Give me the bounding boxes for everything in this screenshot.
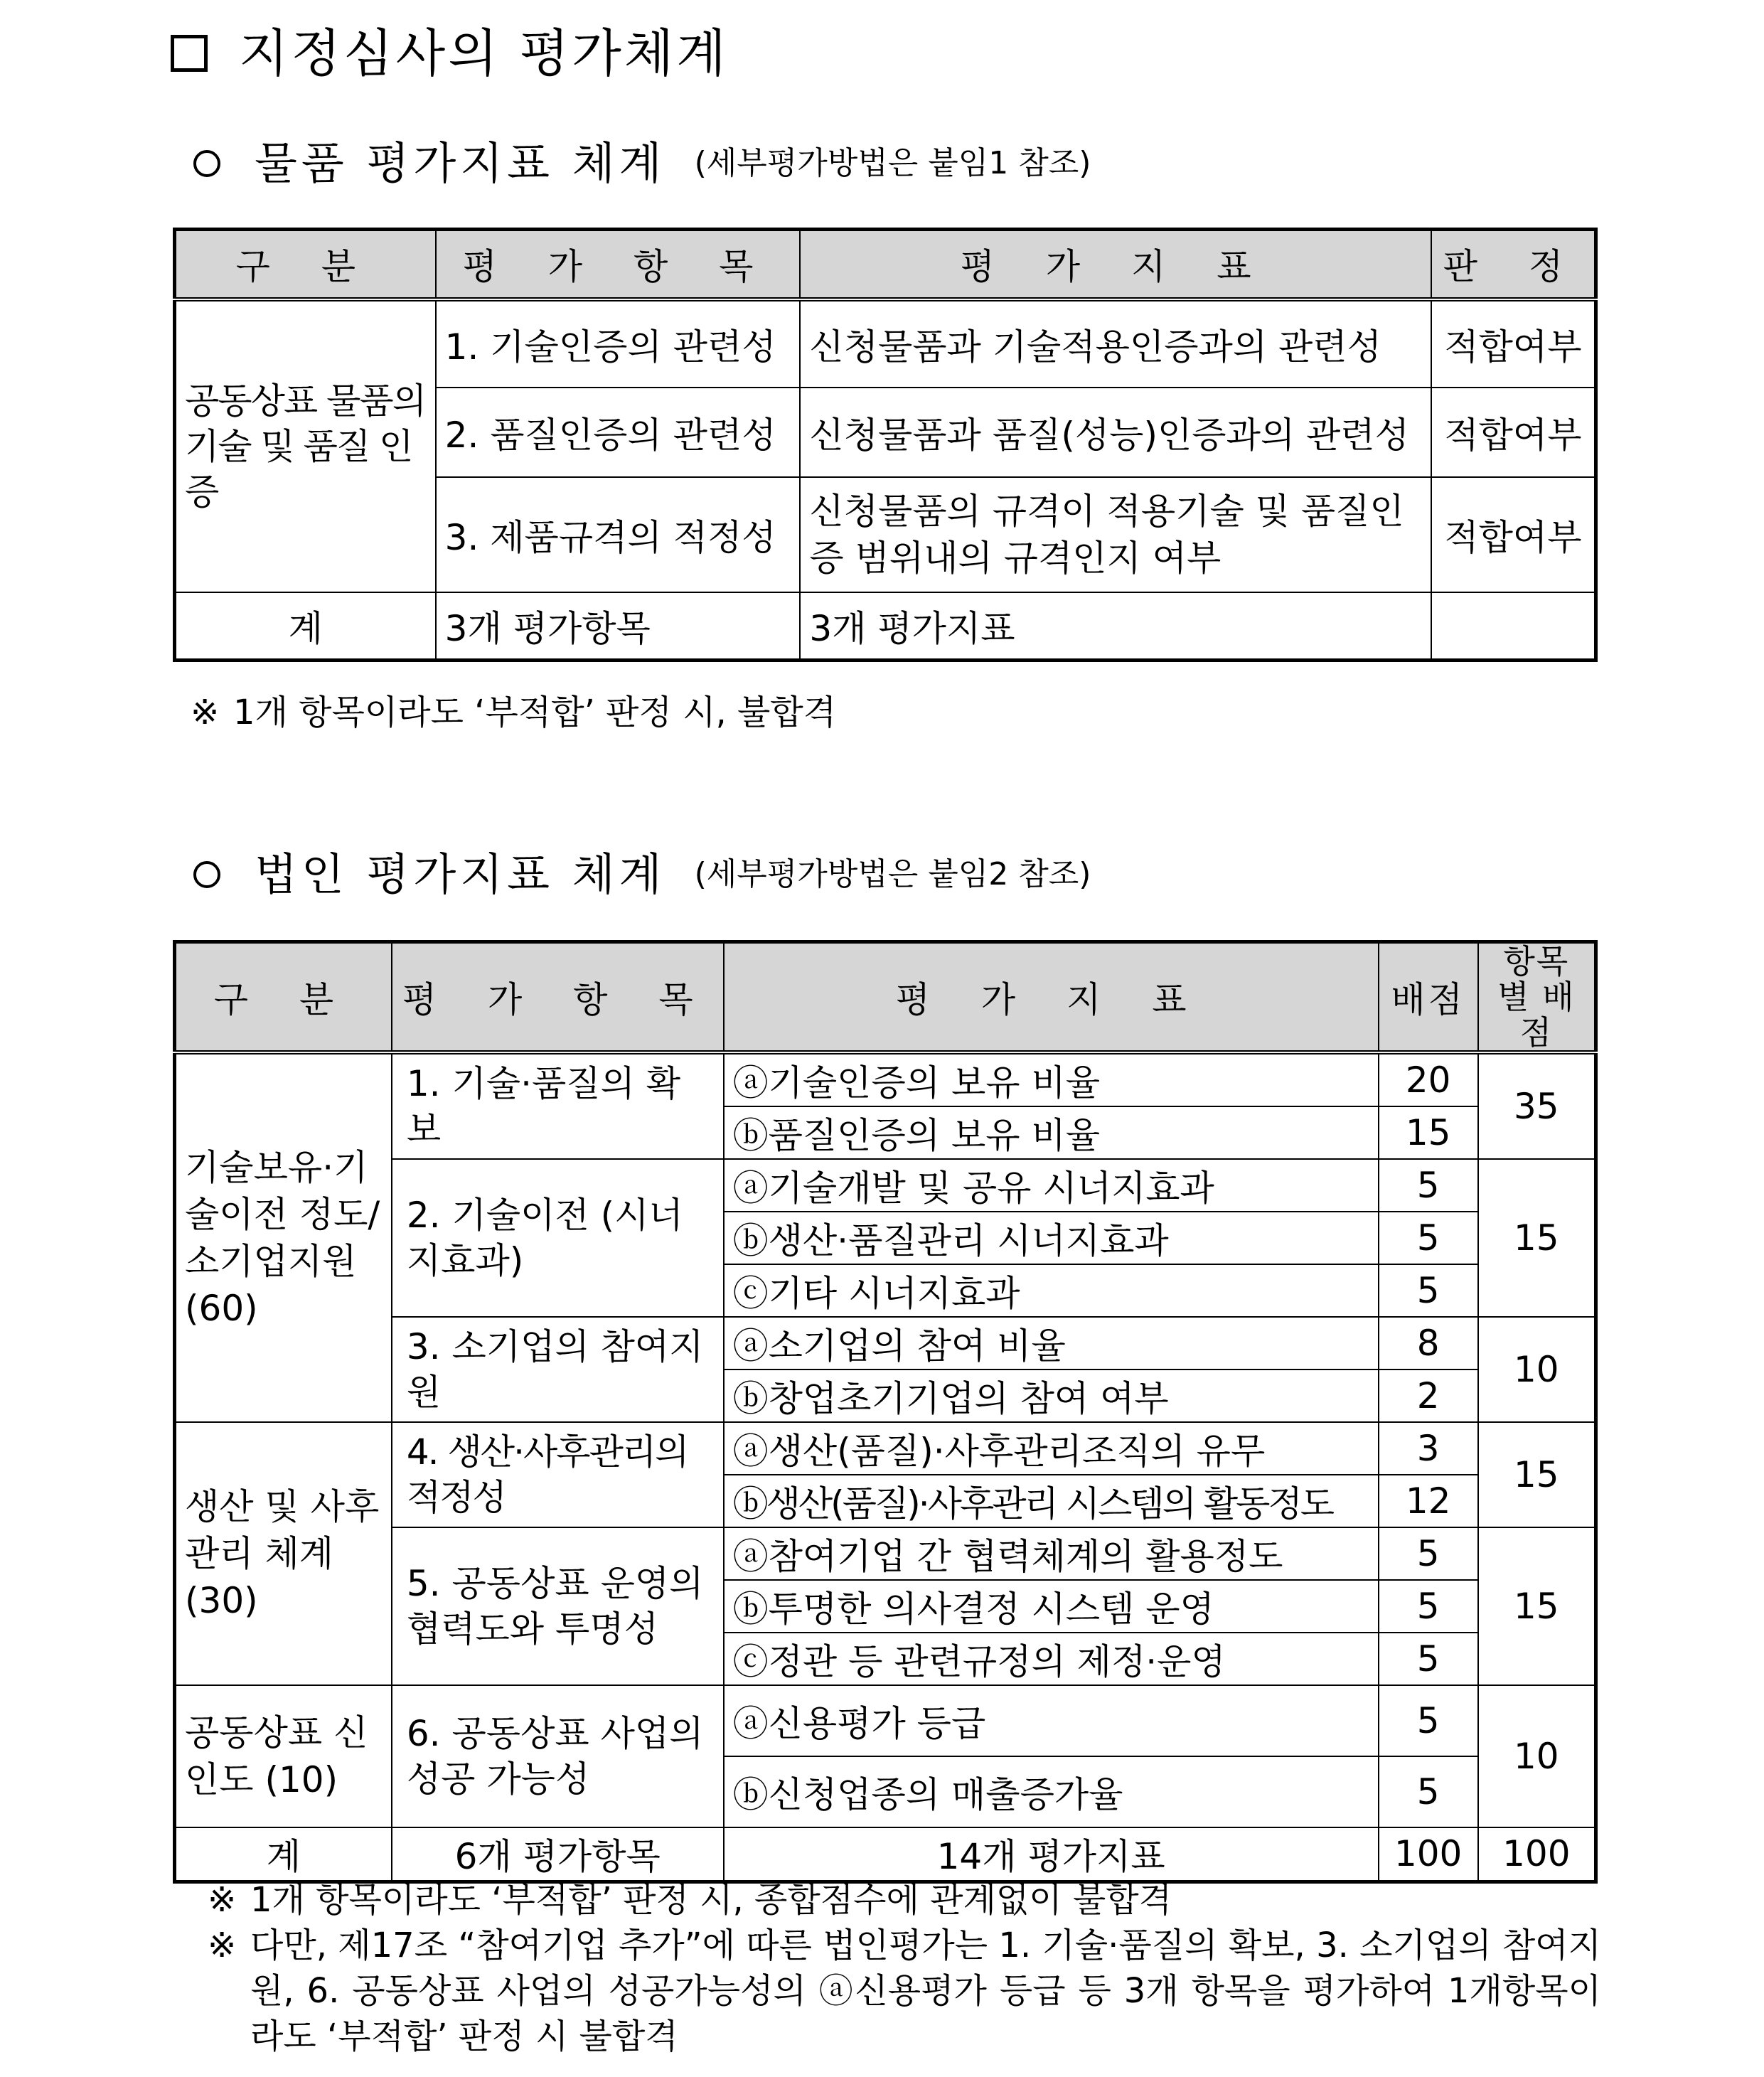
subtotal-cell: 15 <box>1478 1422 1596 1527</box>
score-cell: 8 <box>1379 1317 1478 1369</box>
circle-bullet-icon <box>193 861 220 888</box>
score-cell: 5 <box>1379 1756 1478 1827</box>
total-label: 계 <box>175 1827 392 1881</box>
score-cell: 5 <box>1379 1580 1478 1633</box>
item-cell: 4. 생산·사후관리의 적정성 <box>392 1422 724 1527</box>
category-cell: 공동상표 신인도 (10) <box>175 1685 392 1827</box>
indicator-cell: ⓑ생산·품질관리 시너지효과 <box>724 1212 1379 1264</box>
category-cell: 공동상표 물품의 기술 및 품질 인증 <box>175 299 436 592</box>
header-item: 평 가 항 목 <box>392 942 724 1053</box>
section1-ref: (세부평가방법은 붙임1 참조) <box>694 145 1091 181</box>
header-judge: 판 정 <box>1431 230 1596 299</box>
indicator-cell: ⓐ참여기업 간 협력체계의 활용정도 <box>724 1527 1379 1580</box>
indicator-cell: ⓒ정관 등 관련규정의 제정·운영 <box>724 1633 1379 1685</box>
indicator-cell: 신청물품과 품질(성능)인증과의 관련성 <box>800 388 1431 477</box>
section2-note-1 <box>208 1877 1172 1923</box>
score-cell: 5 <box>1379 1633 1478 1685</box>
checkbox-square-icon <box>171 35 208 72</box>
item-cell: 2. 품질인증의 관련성 <box>436 388 801 477</box>
category-cell: 기술보유·기술이전 정도/ 소기업지원 (60) <box>175 1052 392 1422</box>
item-cell: 5. 공동상표 운영의 협력도와 투명성 <box>392 1527 724 1685</box>
total-indicators: 3개 평가지표 <box>800 592 1431 661</box>
item-cell: 2. 기술이전 (시너지효과) <box>392 1159 724 1317</box>
score-cell: 5 <box>1379 1527 1478 1580</box>
header-category: 구 분 <box>175 942 392 1053</box>
total-row <box>175 1827 1596 1881</box>
table-row <box>175 1422 1596 1475</box>
indicator-cell: ⓑ투명한 의사결정 시스템 운영 <box>724 1580 1379 1633</box>
score-cell: 5 <box>1379 1685 1478 1756</box>
indicator-cell: ⓒ기타 시너지효과 <box>724 1264 1379 1317</box>
total-items: 6개 평가항목 <box>392 1827 724 1881</box>
subtotal-cell: 10 <box>1478 1685 1596 1827</box>
item-cell: 3. 소기업의 참여지원 <box>392 1317 724 1422</box>
subtotal-cell: 15 <box>1478 1527 1596 1685</box>
item-cell: 3. 제품규격의 적정성 <box>436 477 801 592</box>
table-row <box>175 299 1596 388</box>
section1-note-text: 1개 항목이라도 ‘부적합’ 판정 시, 불합격 <box>233 693 837 732</box>
goods-evaluation-table <box>173 228 1598 662</box>
table-row <box>175 1685 1596 1756</box>
score-cell: 12 <box>1379 1475 1478 1527</box>
score-cell: 2 <box>1379 1369 1478 1422</box>
item-cell: 1. 기술인증의 관련성 <box>436 299 801 388</box>
header-indicator: 평 가 지 표 <box>800 230 1431 299</box>
total-score: 100 <box>1379 1827 1478 1881</box>
total-indicators: 14개 평가지표 <box>724 1827 1379 1881</box>
judge-cell: 적합여부 <box>1431 388 1596 477</box>
page-title <box>171 21 729 85</box>
note-mark: ※ <box>208 1880 237 1920</box>
subtotal-cell: 10 <box>1478 1317 1596 1422</box>
header-score: 배점 <box>1379 942 1478 1053</box>
section1-heading <box>193 135 1091 192</box>
score-cell: 5 <box>1379 1212 1478 1264</box>
header-subtotal: 항목별 배점 <box>1478 942 1596 1053</box>
indicator-cell: ⓐ소기업의 참여 비율 <box>724 1317 1379 1369</box>
page-title-text: 지정심사의 평가체계 <box>239 23 729 83</box>
indicator-cell: ⓐ기술개발 및 공유 시너지효과 <box>724 1159 1379 1212</box>
score-cell: 20 <box>1379 1052 1478 1106</box>
section2-note-2-text: 다만, 제17조 “참여기업 추가”에 따른 법인평가는 1. 기술·품질의 확보, 3. 소기업의 참여지원, 6. 공동상표 사업의 성공가능성의 ⓐ신용평가 등급 등 3개 항목을 평가하여 1개항목이라도 ‘부적합’ 판정 시 불합격 <box>250 1926 1601 2056</box>
section2-note-1-text: 1개 항목이라도 ‘부적합’ 판정 시, 종합점수에 관계없이 불합격 <box>250 1880 1172 1920</box>
total-label: 계 <box>175 592 436 661</box>
section2-heading-text: 법인 평가지표 체계 <box>255 848 666 900</box>
header-indicator: 평 가 지 표 <box>724 942 1379 1053</box>
section1-note <box>191 690 836 735</box>
header-category: 구 분 <box>175 230 436 299</box>
indicator-cell: ⓑ창업초기기업의 참여 여부 <box>724 1369 1379 1422</box>
corporate-evaluation-table <box>173 940 1598 1884</box>
score-cell: 3 <box>1379 1422 1478 1475</box>
indicator-cell: ⓑ품질인증의 보유 비율 <box>724 1106 1379 1159</box>
indicator-cell: 신청물품과 기술적용인증과의 관련성 <box>800 299 1431 388</box>
section2-ref: (세부평가방법은 붙임2 참조) <box>694 856 1091 892</box>
total-subtotal: 100 <box>1478 1827 1596 1881</box>
score-cell: 5 <box>1379 1159 1478 1212</box>
section2-heading <box>193 846 1091 903</box>
header-item: 평 가 항 목 <box>436 230 801 299</box>
section1-heading-text: 물품 평가지표 체계 <box>255 137 666 189</box>
indicator-cell: ⓐ생산(품질)·사후관리조직의 유무 <box>724 1422 1379 1475</box>
total-row <box>175 592 1596 661</box>
note-mark: ※ <box>191 693 220 732</box>
item-cell: 6. 공동상표 사업의 성공 가능성 <box>392 1685 724 1827</box>
indicator-cell: 신청물품의 규격이 적용기술 및 품질인증 범위내의 규격인지 여부 <box>800 477 1431 592</box>
note-mark: ※ <box>208 1926 237 1965</box>
section2-note-2 <box>208 1923 1601 2059</box>
judge-cell: 적합여부 <box>1431 299 1596 388</box>
total-judge <box>1431 592 1596 661</box>
item-cell: 1. 기술·품질의 확보 <box>392 1052 724 1159</box>
indicator-cell: ⓐ신용평가 등급 <box>724 1685 1379 1756</box>
indicator-cell: ⓐ기술인증의 보유 비율 <box>724 1052 1379 1106</box>
category-cell: 생산 및 사후관리 체계 (30) <box>175 1422 392 1685</box>
table-row <box>175 1052 1596 1106</box>
score-cell: 15 <box>1379 1106 1478 1159</box>
indicator-cell: ⓑ신청업종의 매출증가율 <box>724 1756 1379 1827</box>
subtotal-cell: 15 <box>1478 1159 1596 1317</box>
indicator-cell: ⓑ생산(품질)·사후관리 시스템의 활동정도 <box>724 1475 1379 1527</box>
subtotal-cell: 35 <box>1478 1052 1596 1159</box>
circle-bullet-icon <box>193 150 220 177</box>
score-cell: 5 <box>1379 1264 1478 1317</box>
total-items: 3개 평가항목 <box>436 592 801 661</box>
judge-cell: 적합여부 <box>1431 477 1596 592</box>
